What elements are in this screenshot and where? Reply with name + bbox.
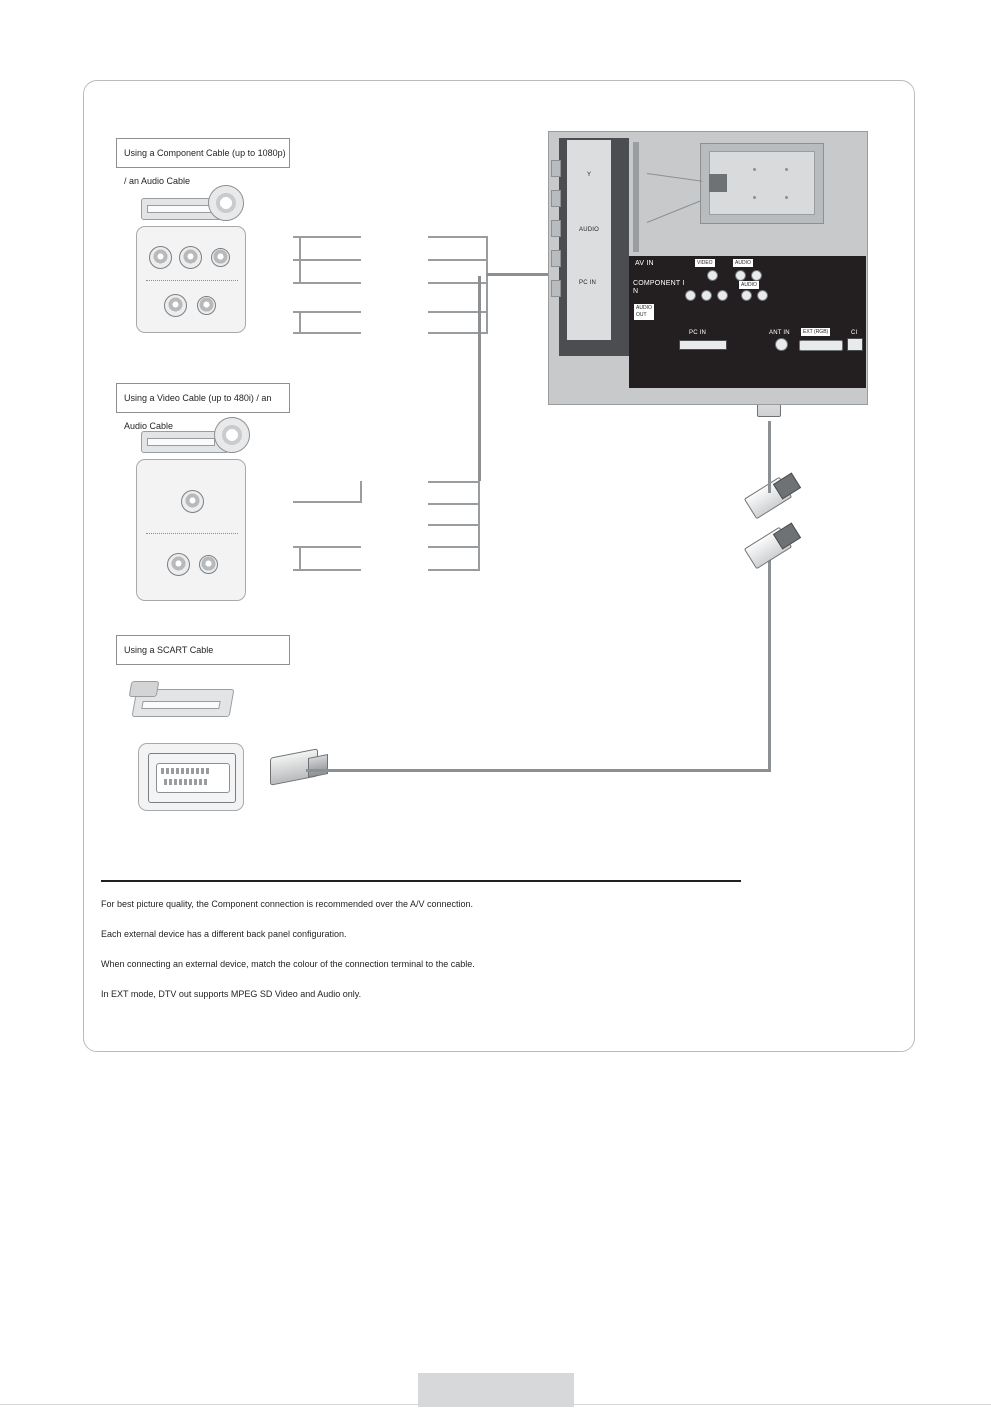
diagram-panel [83, 80, 915, 1052]
tv-rear-callout [700, 143, 824, 224]
rca-av-extra [402, 498, 428, 509]
device-jackpanel-av [136, 459, 246, 601]
tv-terminal-strip: AV IN VIDEO AUDIO COMPONENT I N AUDIO AUDIO OUT PC IN ANT IN EXT (RGB) CI [629, 256, 866, 388]
rca-av-extra-2 [402, 519, 428, 530]
footer-rule [0, 1404, 991, 1405]
tv-back-panel: Y AUDIO PC IN AV IN VIDEO AUDIO COMPONENT I N AUDIO AUDIO OUT PC IN ANT IN EXT (RGB) CI [548, 131, 868, 405]
device-scart-panel [138, 743, 244, 811]
device-jackpanel-component [136, 226, 246, 333]
section-label-scart: Using a SCART Cable [116, 635, 290, 665]
footer-page-box [418, 1373, 574, 1407]
note-3: In EXT mode, DTV out supports MPEG SD Video and Audio only. [101, 989, 362, 999]
note-0: For best picture quality, the Component connection is recommended over the A/V connection. [101, 899, 474, 909]
notes-divider [101, 880, 741, 882]
note-2: When connecting an external device, match the colour of the connection terminal to the cable. [101, 959, 475, 969]
section-label-av: Using a Video Cable (up to 480i) / an Audio Cable [116, 383, 290, 413]
section-label-component: Using a Component Cable (up to 1080p) / an Audio Cable [116, 138, 290, 168]
note-1: Each external device has a different back panel configuration. [101, 929, 347, 939]
